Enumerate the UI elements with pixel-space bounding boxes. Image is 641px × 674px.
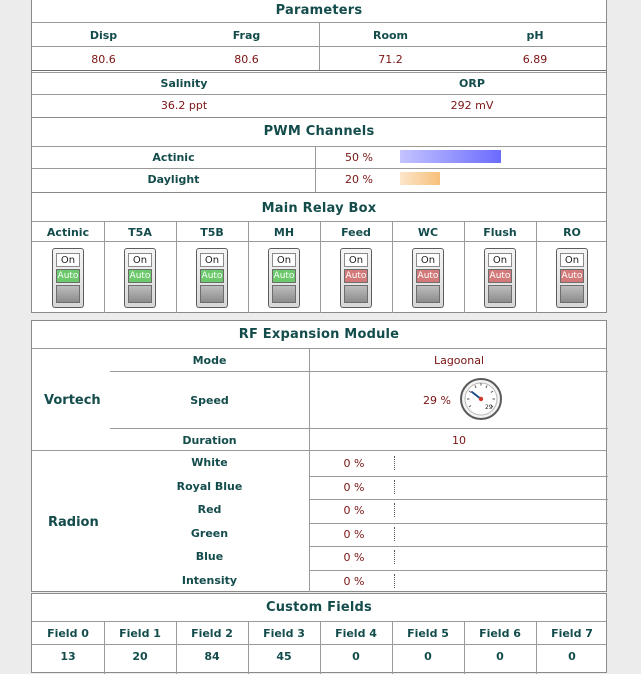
relay-toggle[interactable] [268, 248, 300, 308]
relay-toggle-knob [272, 285, 296, 303]
custom-field-label: Field 3 [263, 627, 305, 640]
relay-auto-label: Auto [417, 271, 439, 281]
param-disp-value: 80.6 [91, 53, 116, 66]
relay-auto-label: Auto [57, 271, 79, 281]
param-room-value: 71.2 [378, 53, 403, 66]
divider [32, 621, 606, 622]
relay-toggle-knob [416, 285, 440, 303]
param-room-label: Room [372, 29, 409, 42]
relay-auto-label: Auto [129, 271, 151, 281]
divider [110, 371, 608, 372]
divider [536, 621, 537, 674]
radion-channel-label: Red [197, 503, 222, 516]
divider [248, 221, 249, 313]
radion-bar-marker [394, 503, 395, 517]
relay-toggle[interactable] [124, 248, 156, 308]
relay-port-label: Feed [341, 226, 371, 239]
radion-bar-marker [394, 456, 395, 470]
relay-on-label: On [56, 253, 80, 267]
relay-on-label: On [272, 253, 296, 267]
divider [104, 621, 105, 674]
pwm-title: PWM Channels [263, 124, 375, 139]
relay-port-label: T5B [200, 226, 224, 239]
divider [320, 621, 321, 674]
radion-channel-label: Blue [195, 550, 224, 563]
relay-toggle-knob [128, 285, 152, 303]
relay-toggle-knob [488, 285, 512, 303]
divider [392, 621, 393, 674]
custom-title: Custom Fields [265, 600, 372, 615]
custom-field-label: Field 1 [119, 627, 161, 640]
radion-bar-marker [394, 550, 395, 564]
custom-field-value: 0 [352, 650, 360, 663]
pwm-daylight-label: Daylight [147, 173, 200, 186]
pwm-actinic-value: 50 % [345, 151, 373, 164]
vortech-mode-value: Lagoonal [433, 354, 485, 367]
rf-title: RF Expansion Module [238, 327, 400, 342]
relay-toggle-knob [200, 285, 224, 303]
relay-toggle-knob [344, 285, 368, 303]
custom-field-value: 0 [424, 650, 432, 663]
radion-bar-marker [394, 480, 395, 494]
custom-field-label: Field 6 [479, 627, 521, 640]
relay-auto-label: Auto [561, 271, 583, 281]
divider [32, 221, 606, 222]
relay-port-label: T5A [128, 226, 152, 239]
relay-toggle-knob [560, 285, 584, 303]
pwm-panel [31, 118, 607, 193]
relay-on-label: On [488, 253, 512, 267]
param-salinity-value: 36.2 ppt [160, 99, 208, 112]
param-salinity-label: Salinity [160, 77, 208, 90]
param-ph-label: pH [526, 29, 544, 42]
relay-toggle[interactable] [412, 248, 444, 308]
relay-on-label: On [128, 253, 152, 267]
custom-field-value: 84 [204, 650, 220, 663]
divider [32, 146, 606, 147]
custom-field-label: Field 5 [407, 627, 449, 640]
custom-field-value: 0 [496, 650, 504, 663]
speed-gauge-text: 29 [485, 404, 493, 411]
relay-title: Main Relay Box [261, 201, 377, 216]
radion-bar-marker [394, 527, 395, 541]
divider [32, 644, 606, 645]
relay-auto-label: Auto [345, 271, 367, 281]
relay-on-label: On [344, 253, 368, 267]
param-frag-label: Frag [232, 29, 261, 42]
custom-field-value: 20 [132, 650, 148, 663]
vortech-duration-label: Duration [182, 434, 237, 447]
param-disp-label: Disp [89, 29, 118, 42]
vortech-speed-label: Speed [190, 394, 229, 407]
radion-channel-value: 0 % [343, 457, 365, 470]
divider [310, 546, 608, 547]
rf-panel [31, 320, 607, 592]
divider [110, 428, 608, 429]
vortech-speed-value: 29 % [423, 394, 451, 407]
param-orp-label: ORP [459, 77, 485, 90]
parameters-title: Parameters [275, 3, 363, 18]
parameters-panel [31, 0, 607, 118]
divider [32, 168, 606, 169]
divider [32, 70, 606, 71]
relay-port-label: Flush [483, 226, 517, 239]
relay-toggle[interactable] [52, 248, 84, 308]
radion-channel-value: 0 % [343, 480, 365, 494]
divider [320, 221, 321, 313]
radion-bar-marker [394, 574, 395, 588]
divider [32, 46, 606, 47]
relay-auto-label: Auto [489, 271, 511, 281]
vortech-duration-value: 10 [452, 434, 466, 447]
relay-on-label: On [560, 253, 584, 267]
radion-channel-label: Intensity [181, 573, 238, 587]
param-ph-value: 6.89 [522, 53, 548, 66]
divider [309, 450, 310, 592]
param-frag-value: 80.6 [234, 53, 259, 66]
divider [310, 499, 608, 500]
divider [392, 221, 393, 313]
relay-port-label: Actinic [46, 226, 90, 239]
pwm-daylight-bar [400, 172, 440, 185]
radion-channel-label: Royal Blue [176, 479, 243, 493]
relay-toggle[interactable] [484, 248, 516, 308]
relay-auto-label: Auto [273, 271, 295, 281]
pwm-actinic-label: Actinic [152, 151, 195, 164]
relay-toggle[interactable] [340, 248, 372, 308]
divider [248, 621, 249, 674]
divider [310, 476, 608, 477]
relay-port-label: WC [417, 226, 439, 239]
vortech-label: Vortech [44, 393, 101, 408]
relay-port-label: RO [563, 226, 581, 239]
radion-channel-value: 0 % [343, 551, 365, 564]
divider [32, 94, 606, 95]
radion-channel-value: 0 % [343, 504, 365, 517]
radion-label: Radion [48, 515, 99, 530]
divider [536, 221, 537, 313]
custom-field-label: Field 4 [335, 627, 377, 640]
divider [310, 570, 608, 571]
custom-panel [31, 593, 607, 673]
relay-auto-label: Auto [201, 271, 223, 281]
relay-panel [31, 192, 607, 313]
custom-field-label: Field 7 [551, 627, 593, 640]
radion-channel-label: White [191, 456, 228, 469]
radion-channel-value: 0 % [343, 527, 365, 541]
divider [464, 621, 465, 674]
divider [176, 221, 177, 313]
radion-channel-value: 0 % [343, 574, 365, 588]
relay-toggle[interactable] [556, 248, 588, 308]
vortech-mode-label: Mode [192, 354, 227, 367]
divider [464, 221, 465, 313]
relay-toggle[interactable] [196, 248, 228, 308]
radion-channel-label: Green [190, 526, 229, 540]
relay-port-label: MH [273, 226, 295, 239]
custom-field-value: 0 [568, 650, 576, 663]
divider [310, 523, 608, 524]
custom-field-value: 45 [276, 650, 292, 663]
custom-field-label: Field 2 [191, 627, 233, 640]
divider [32, 72, 606, 73]
custom-field-value: 13 [60, 650, 76, 663]
divider [176, 621, 177, 674]
pwm-daylight-value: 20 % [345, 173, 373, 186]
param-orp-value: 292 mV [450, 99, 494, 112]
divider [32, 348, 606, 349]
divider [32, 241, 606, 242]
pwm-actinic-bar [400, 150, 501, 163]
relay-on-label: On [416, 253, 440, 267]
relay-on-label: On [200, 253, 224, 267]
custom-field-label: Field 0 [47, 627, 89, 640]
divider [32, 450, 606, 451]
speed-gauge-icon [459, 377, 503, 421]
relay-toggle-knob [56, 285, 80, 303]
divider [104, 221, 105, 313]
